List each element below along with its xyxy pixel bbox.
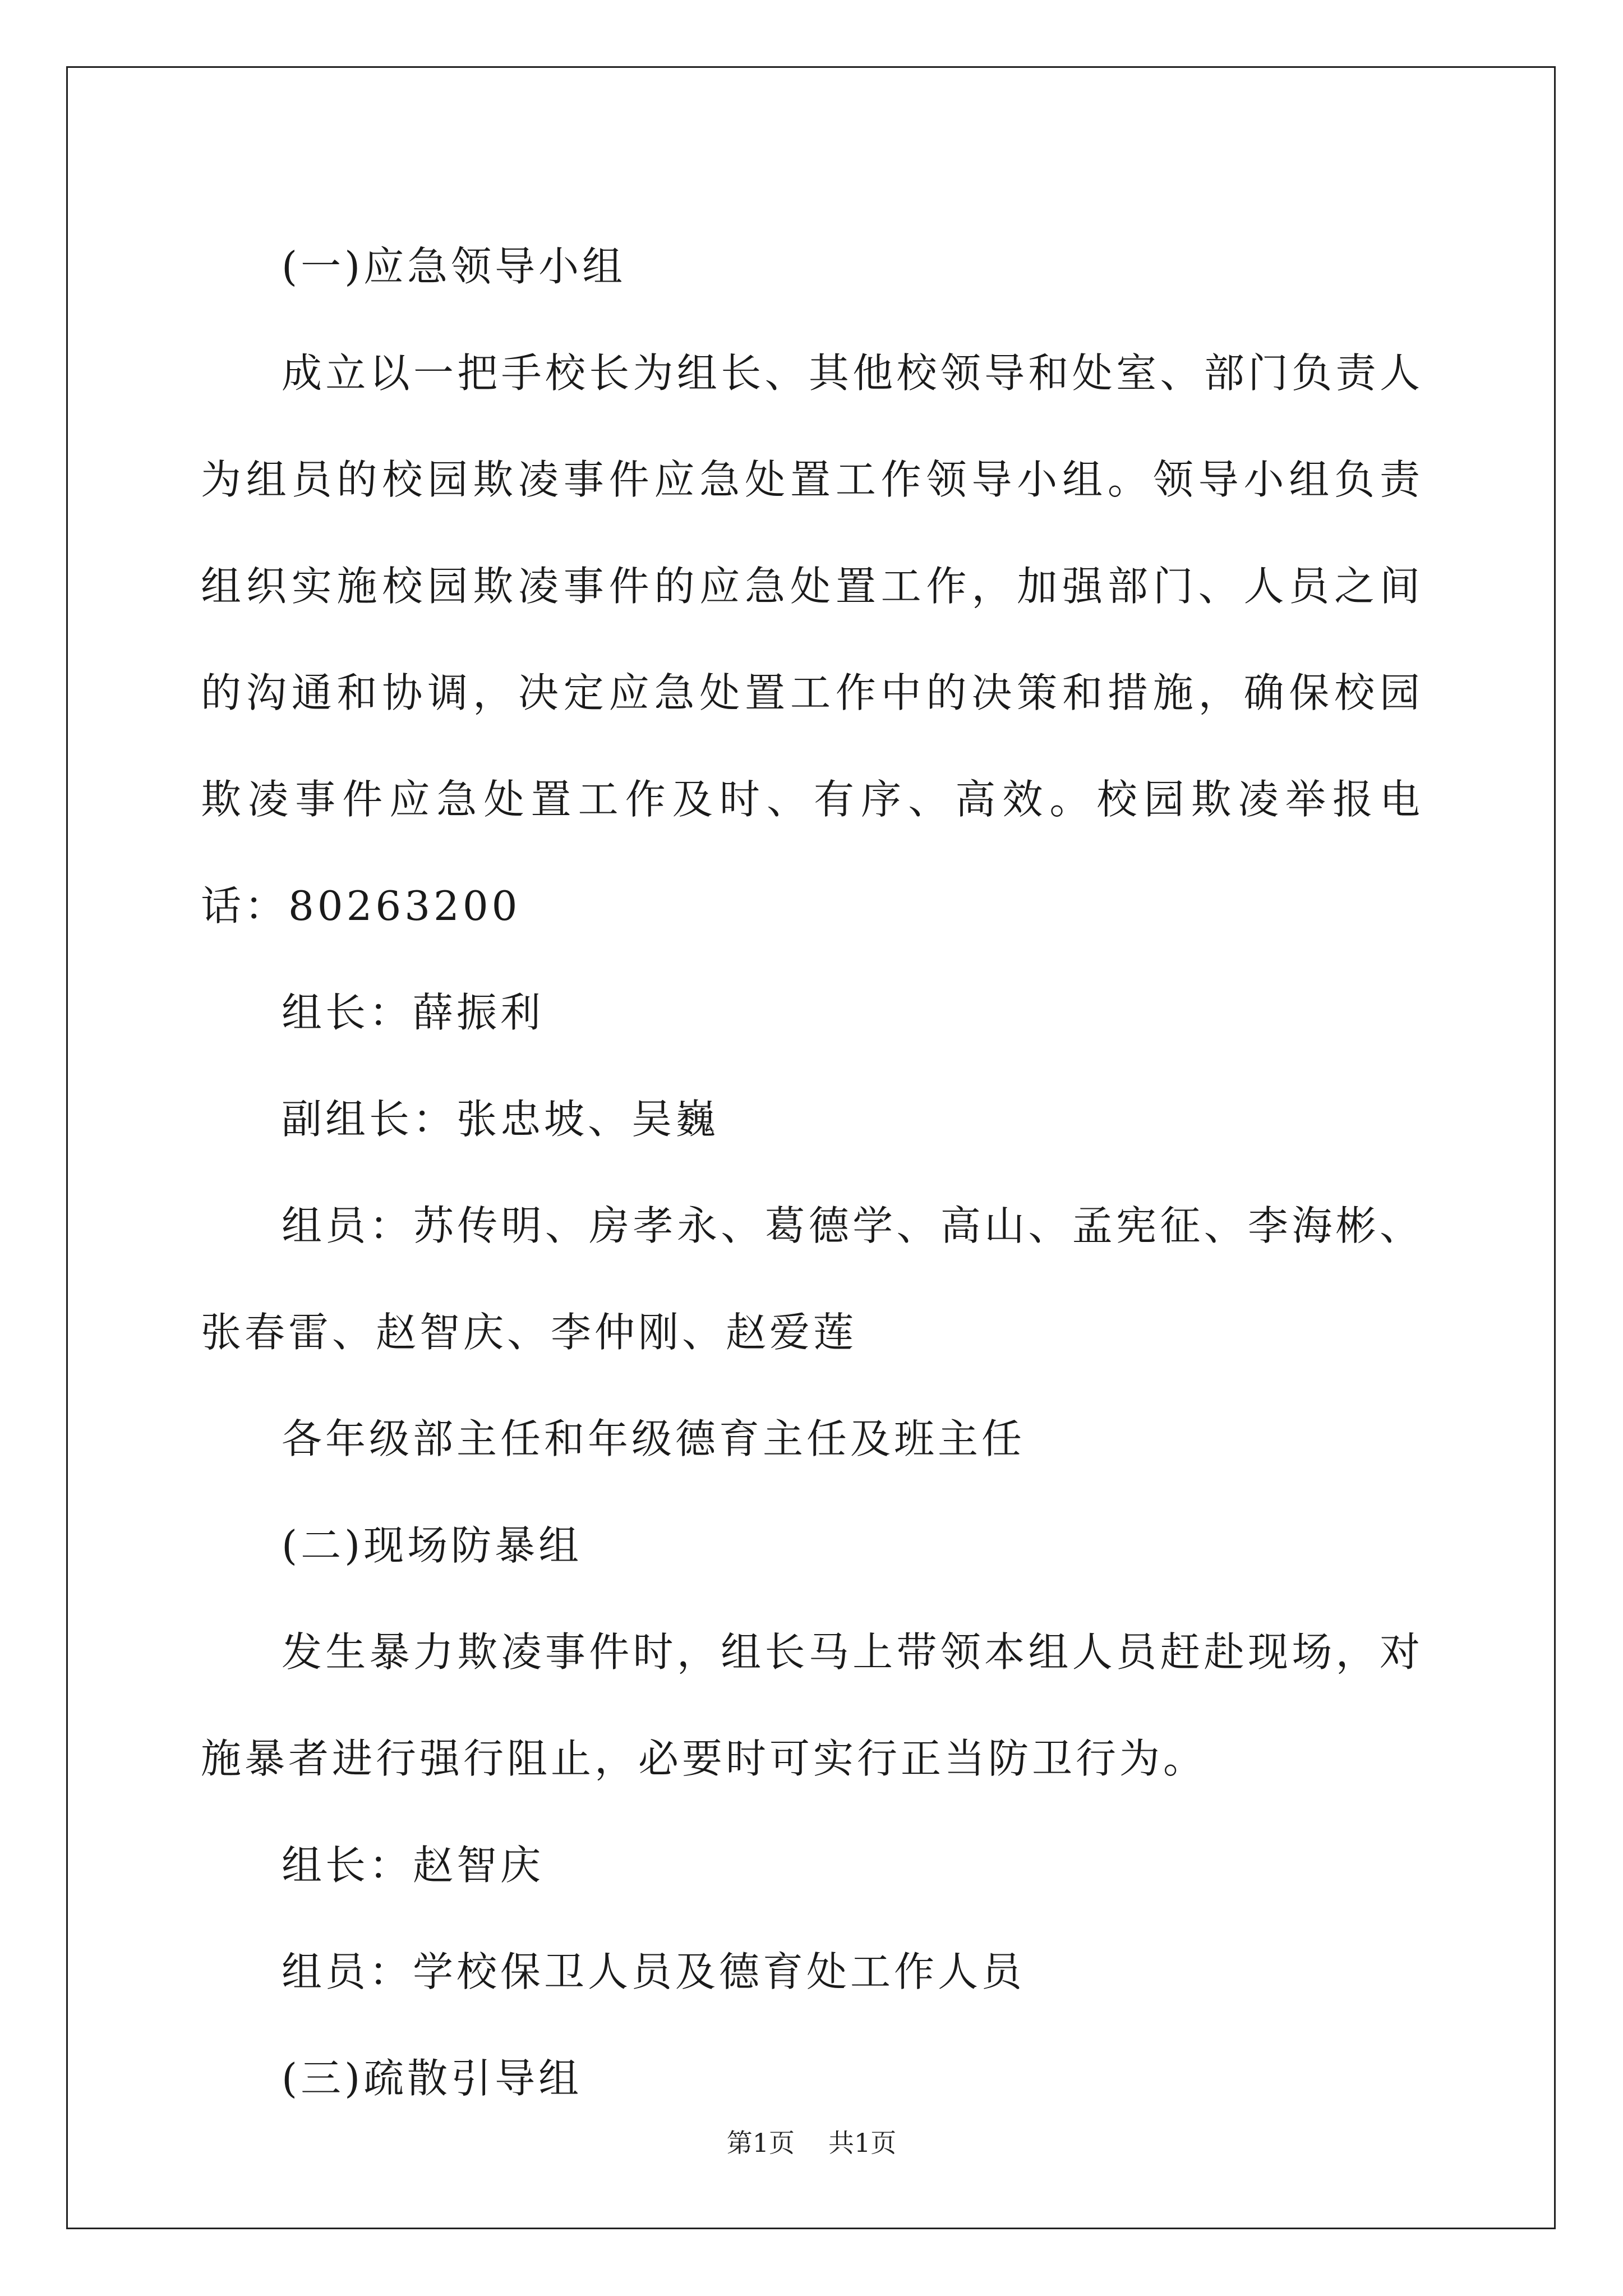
leader-line: 组长：薛振利 <box>282 989 545 1036</box>
paragraph-riot-prevention-description: 发生暴力欺凌事件时，组长马上带领本组人员赶赴现场，对施暴者进行强行阻止，必要时可实行正当防卫行为。 <box>201 1628 1423 1782</box>
section-heading-riot-prevention: (二)现场防暴组 <box>282 1522 583 1569</box>
page-total: 共1页 <box>828 2128 897 2158</box>
riot-members-line: 组员：学校保卫人员及德育处工作人员 <box>282 1948 1026 1995</box>
section-heading-evacuation: (三)疏散引导组 <box>282 2055 583 2102</box>
members-line: 组员：苏传明、房孝永、葛德学、高山、孟宪征、李海彬、张春雷、赵智庆、李仲刚、赵爱莲 <box>201 1202 1423 1356</box>
paragraph-leadership-description: 成立以一把手校长为组长、其他校领导和处室、部门负责人为组员的校园欺凌事件应急处置工作领导小组。领导小组负责组织实施校园欺凌事件的应急处置工作，加强部门、人员之间的沟通和协调，决定应急处置工作中的决策和措施，确保校园欺凌事件应急处置工作及时、有序、高效。校园欺凌举报电话：80263200 <box>201 349 1423 930</box>
riot-leader-line: 组长：赵智庆 <box>282 1842 545 1889</box>
page-footer <box>0 2126 1623 2160</box>
page-number: 第1页 <box>726 2128 795 2158</box>
section-heading-emergency-leadership: (一)应急领导小组 <box>282 243 626 290</box>
document-body <box>201 213 1423 2132</box>
members-extra-line: 各年级部主任和年级德育主任及班主任 <box>282 1415 1026 1462</box>
deputy-leader-line: 副组长：张忠坡、吴巍 <box>282 1096 720 1143</box>
